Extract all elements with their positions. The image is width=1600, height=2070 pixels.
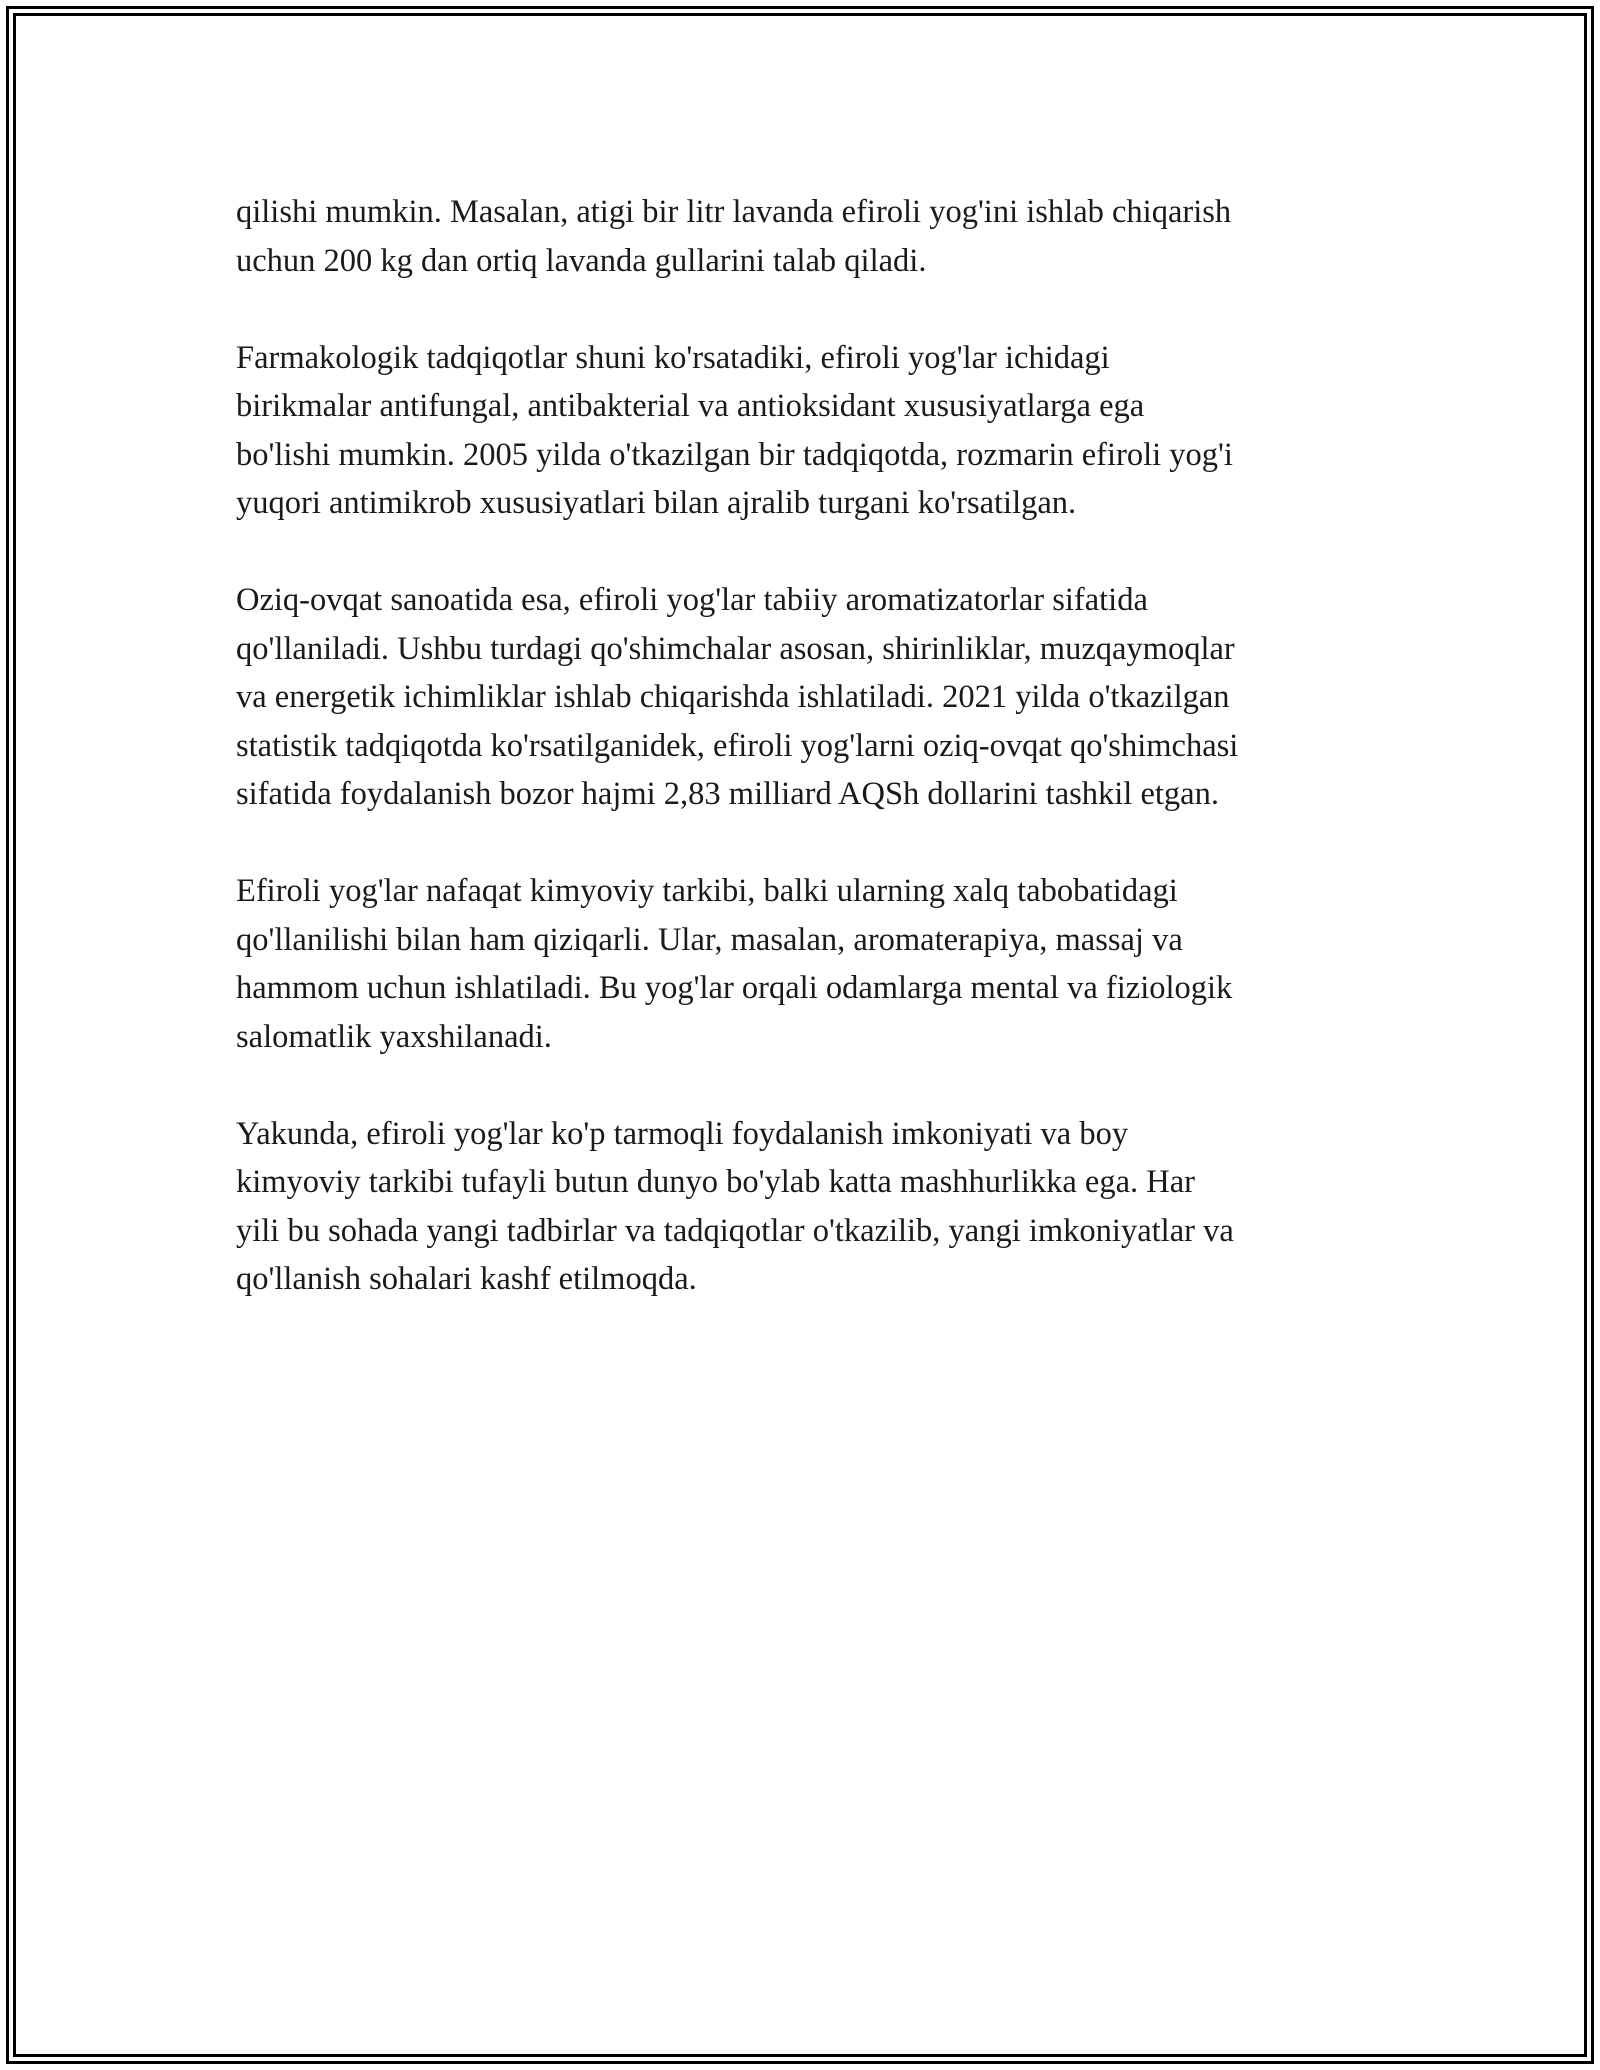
- paragraph: Oziq-ovqat sanoatida esa, efiroli yog'lar tabiiy aromatizatorlar sifatida qo'llaniladi. Ushbu turdagi qo'shimchalar asosan, shirinliklar, muzqaymoqlar va energetik ichimliklar ishlab chiqarishda ishlatiladi. 2021 yilda o'tkazilgan statistik tadqiqotda ko'rsatilganidek, efiroli yog'larni oziq-ovqat qo'shimchasi sifatida foydalanish bozor hajmi 2,83 milliard AQSh dollarini tashkil etgan.: [236, 582, 1239, 812]
- paragraph: qilishi mumkin. Masalan, atigi bir litr lavanda efiroli yog'ini ishlab chiqarish uchun 200 kg dan ortiq lavanda gullarini talab qiladi.: [236, 194, 1232, 279]
- paragraph: Yakunda, efiroli yog'lar ko'p tarmoqli foydalanish imkoniyati va boy kimyoviy tarkibi tufayli butun dunyo bo'ylab katta mashhurlikka ega. Har yili bu sohada yangi tadbirlar va tadqiqotlar o'tkazilib, yangi imkoniyatlar va qo'llanish sohalari kashf etilmoqda.: [236, 1115, 1234, 1297]
- paragraph: Efiroli yog'lar nafaqat kimyoviy tarkibi, balki ularning xalq tabobatidagi qo'llanilishi bilan ham qiziqarli. Ular, masalan, aromaterapiya, massaj va hammom uchun ishlatiladi. Bu yog'lar orqali odamlarga mental va fiziologik salomatlik yaxshilanadi.: [236, 873, 1233, 1055]
- paragraph: Farmakologik tadqiqotlar shuni ko'rsatadiki, efiroli yog'lar ichidagi birikmalar antifungal, antibakterial va antioksidant xususiyatlarga ega bo'lishi mumkin. 2005 yilda o'tkazilgan bir tadqiqotda, rozmarin efiroli yog'i yuqori antimikrob xususiyatlari bilan ajralib turgani ko'rsatilgan.: [236, 339, 1233, 521]
- document-body: [236, 188, 1386, 1352]
